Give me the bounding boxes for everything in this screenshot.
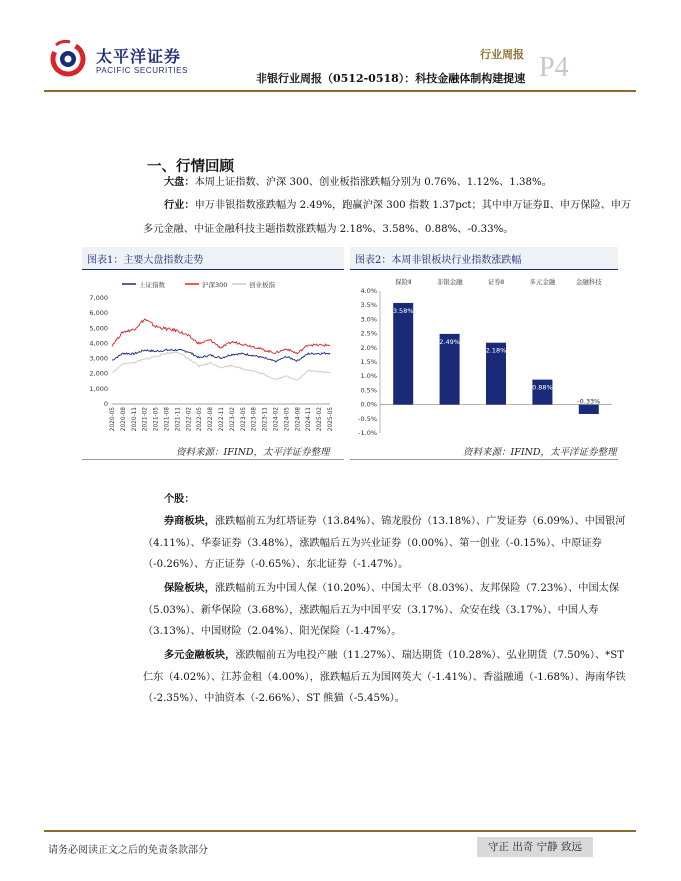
y-tick-label: 0 <box>103 400 108 408</box>
category-label: 多元金融 <box>529 278 556 286</box>
figure1-source: 资料来源：IFIND，太平洋证券整理 <box>176 447 330 458</box>
y-tick-label: 0.0% <box>360 400 377 409</box>
y-tick-label: 1,000 <box>89 384 108 393</box>
y-tick-label: 1.0% <box>360 372 377 381</box>
x-tick-label: 2024-02 <box>273 407 280 432</box>
y-tick-label: 7,000 <box>89 294 108 302</box>
x-tick-label: 2021-08 <box>164 407 171 432</box>
multi-finance-label: 多元金融板块， <box>164 649 236 661</box>
y-tick-label: 1.5% <box>360 358 377 366</box>
category-label: 保险Ⅱ <box>395 278 412 286</box>
y-tick-label: 0.5% <box>360 386 377 395</box>
category-label: 证券Ⅱ <box>487 278 505 286</box>
x-tick-label: 2023-05 <box>240 407 247 432</box>
legend-label-1: 沪深300 <box>202 281 228 289</box>
market-text: 本周上证指数、沪深 300、创业板指涨跌幅分别为 0.76%、1.12%、1.38%。 <box>194 177 552 188</box>
y-tick-label: -0.5% <box>358 414 377 423</box>
y-tick-label: 4.0% <box>360 287 377 295</box>
header-divider <box>44 90 636 92</box>
legend-label-2: 创业板指 <box>249 281 275 289</box>
x-tick-label: 2023-02 <box>229 407 236 432</box>
bar-value-label: -0.33% <box>577 397 601 406</box>
x-tick-label: 2023-08 <box>251 407 258 432</box>
series-line-2 <box>112 352 330 380</box>
sector-return-chart <box>350 271 618 441</box>
category-label: 金融科技 <box>575 278 602 286</box>
company-motto: 守正 出奇 宁静 致远 <box>477 837 593 857</box>
y-tick-label: 5,000 <box>89 324 108 333</box>
y-tick-label: 3.0% <box>360 315 377 324</box>
index-trend-chart <box>82 271 344 441</box>
y-tick-label: 2.0% <box>360 343 377 352</box>
brokers-label: 券商板块， <box>164 515 215 527</box>
report-title: 非银行业周报（0512-0518）：科技金融体制构建提速 <box>256 72 526 85</box>
y-tick-label: 3,000 <box>89 354 108 363</box>
brokers-paragraph <box>143 511 633 576</box>
x-tick-label: 2021-05 <box>153 407 160 432</box>
brand-name-cn: 太平洋证券 <box>96 47 182 66</box>
disclaimer-text: 请务必阅读正文之后的免责条款部分 <box>48 845 208 856</box>
market-paragraph <box>164 171 654 195</box>
figure1-title: 图表1：主要大盘指数走势 <box>87 255 204 266</box>
x-tick-label: 2021-11 <box>175 407 182 432</box>
y-tick-label: 2.5% <box>360 329 377 338</box>
bar-0 <box>393 303 413 405</box>
x-tick-label: 2020-05 <box>110 407 116 432</box>
page-number: P4 <box>539 52 569 83</box>
industry-text: 申万非银指数涨跌幅为 2.49%，跑赢沪深 300 指数 1.37pct；其中申万证券Ⅱ、申万保险、申万多元金融、中证金融科技主题指数涨跌幅为 2.18%、3.58%、0.88%、-0.33%。 <box>143 200 632 235</box>
footer-divider <box>44 830 636 832</box>
figure2-source: 资料来源：IFIND，太平洋证券整理 <box>463 447 617 458</box>
x-tick-label: 2022-05 <box>197 407 204 432</box>
y-tick-label: -1.0% <box>358 429 377 437</box>
figure2-bottom-rule <box>350 459 618 460</box>
x-tick-label: 2025-05 <box>328 407 334 432</box>
market-label: 大盘： <box>164 176 195 188</box>
x-tick-label: 2024-11 <box>306 407 313 432</box>
x-tick-label: 2024-08 <box>295 407 302 432</box>
multi-finance-text: 涨跌幅前五为电投产融（11.27%）、瑞达期货（10.28%）、弘业期货（7.50%）、*ST 仁东（4.02%）、江苏金租（4.00%），涨跌幅后五为国网英大（-1.41%）、香溢融通（-1.68%）、海南华铁（-2.35%）、中油资本（-2.66%）、ST 熊猫（-5.45%）。 <box>143 650 626 705</box>
y-tick-label: 3.5% <box>360 301 377 310</box>
stocks-heading: 个股： <box>164 493 195 505</box>
insurance-text: 涨跌幅前五为中国人保（10.20%）、中国太平（8.03%）、友邦保险（7.23%）、中国太保（5.03%）、新华保险（3.68%），涨跌幅后五为中国平安（3.17%）、众安在线（3.17%）、中国人寿（3.13%）、中国财险（2.04%）、阳光保险（-1.47%）。 <box>143 583 620 638</box>
report-type-label: 行业周报 <box>480 48 524 61</box>
figure1-bottom-rule <box>82 459 344 460</box>
bar-4 <box>579 405 599 414</box>
company-logo <box>48 37 88 77</box>
y-tick-label: 4,000 <box>89 339 108 348</box>
x-tick-label: 2020-08 <box>120 407 127 432</box>
brand-name-en: PACIFIC SECURITIES <box>96 66 188 75</box>
legend-label-0: 上证指数 <box>139 281 165 289</box>
x-tick-label: 2022-08 <box>208 407 215 432</box>
x-tick-label: 2022-02 <box>186 407 193 432</box>
x-tick-label: 2021-02 <box>142 407 149 432</box>
insurance-paragraph <box>143 578 633 643</box>
bar-value-label: 2.49% <box>439 337 460 346</box>
multi-finance-paragraph <box>143 645 633 710</box>
category-label: 非银金融 <box>436 278 463 286</box>
series-line-1 <box>112 319 330 354</box>
industry-label: 行业： <box>164 199 195 211</box>
y-tick-label: 6,000 <box>89 309 108 318</box>
x-tick-label: 2025-02 <box>317 407 324 432</box>
figure2-title: 图表2：本周非银板块行业指数涨跌幅 <box>355 255 522 266</box>
series-line-0 <box>112 349 330 362</box>
bar-value-label: 3.58% <box>392 306 414 315</box>
insurance-label: 保险板块， <box>164 582 215 594</box>
bar-value-label: 2.18% <box>485 346 507 355</box>
x-tick-label: 2023-11 <box>262 407 269 432</box>
bar-value-label: 0.88% <box>532 383 553 392</box>
industry-paragraph <box>143 194 633 241</box>
section-title: 一、行情回顾 <box>147 158 234 175</box>
x-tick-label: 2020-11 <box>131 407 138 432</box>
x-tick-label: 2022-11 <box>219 407 225 432</box>
brokers-text: 涨跌幅前五为红塔证券（13.84%）、锦龙股份（13.18%）、广发证券（6.09%）、中国银河（4.11%）、华泰证券（3.48%），涨跌幅后五为兴业证券（0.00%）、第一创业（-0.15%）、中原证券（-0.26%）、方正证券（-0.65%）、东北证券（-1.47%）。 <box>143 516 626 571</box>
y-tick-label: 2,000 <box>89 369 108 378</box>
x-tick-label: 2024-05 <box>284 407 291 432</box>
